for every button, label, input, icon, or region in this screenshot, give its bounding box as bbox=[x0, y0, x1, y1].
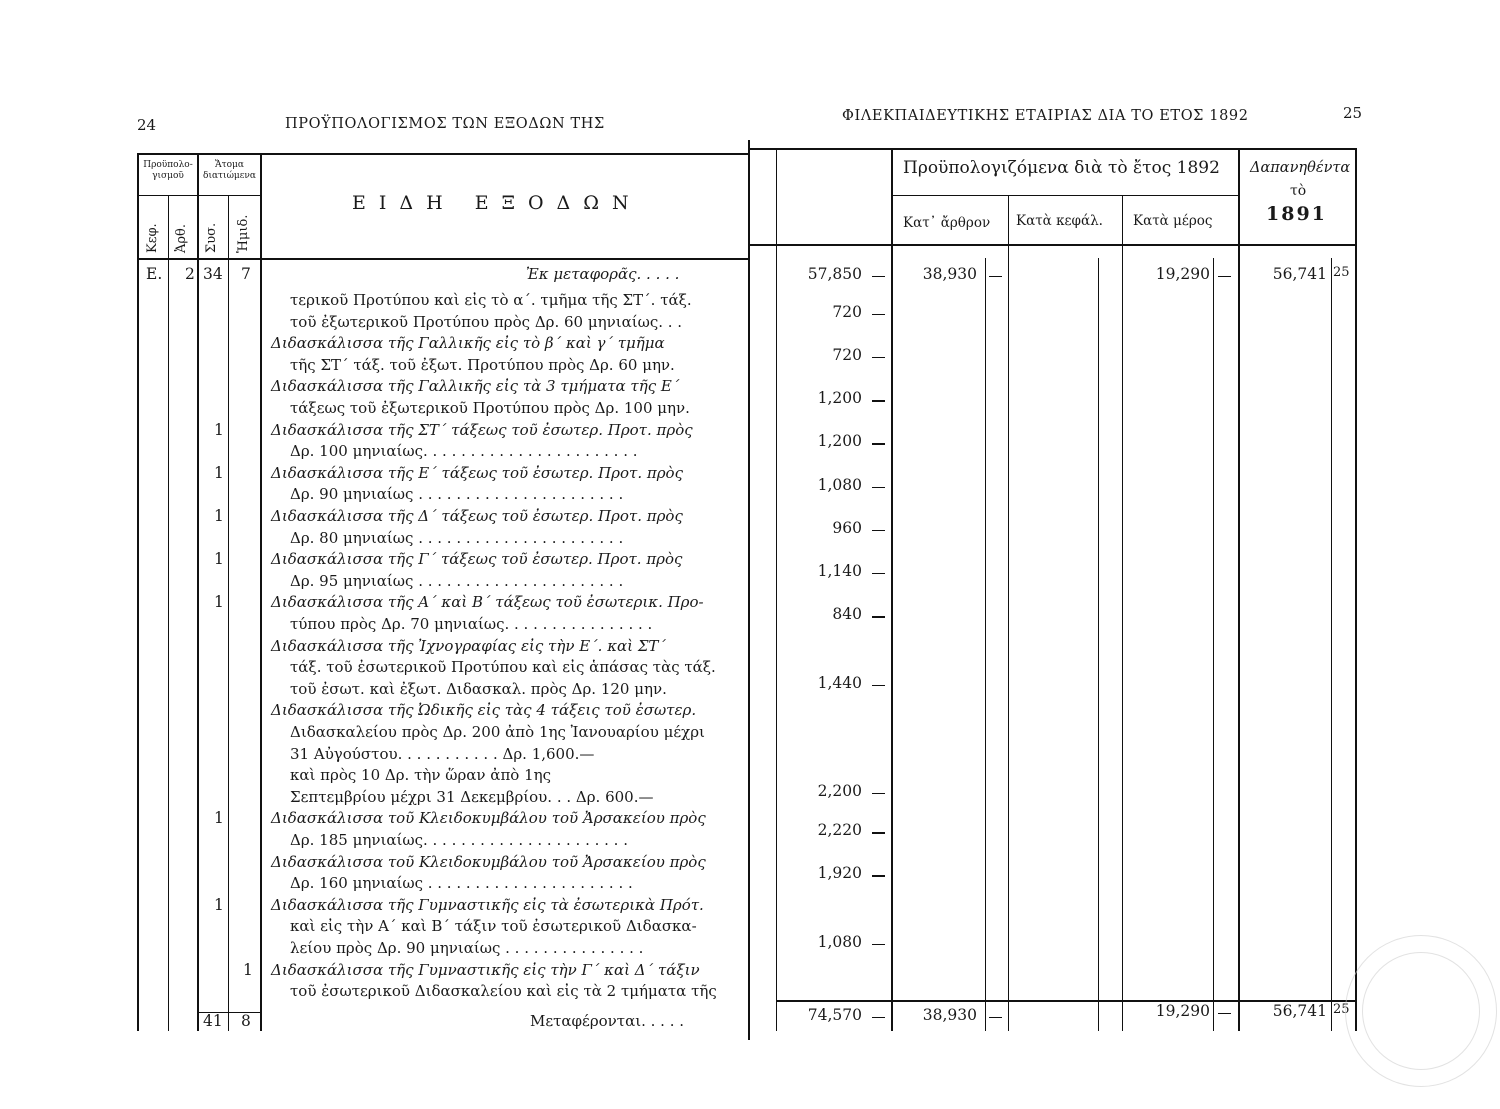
expense-description-line: Διδασκάλισσα τῆς Ὠδικῆς εἰς τὰς 4 τάξεις τοῦ ἐσωτερ. bbox=[271, 701, 697, 720]
expense-description-line: τερικοῦ Προτύπου καὶ εἰς τὸ α΄. τμῆμα τῆς ΣΤ΄. τάξ. bbox=[290, 291, 692, 309]
expense-amount: 2,200 bbox=[817, 781, 862, 800]
amount-dash bbox=[872, 400, 885, 401]
spent-year-header: 1891 bbox=[1266, 203, 1327, 225]
expense-sys-count: 1 bbox=[214, 550, 224, 569]
expense-amount: 960 bbox=[832, 518, 862, 537]
expense-description-line: Δρ. 185 μηνιαίως. . . . . . . . . . . . . . . . . . . . . . bbox=[290, 831, 628, 849]
expense-description-line: Διδασκάλισσα τοῦ Κλειδοκυμβάλου τοῦ Ἀρσακείου πρὸς bbox=[271, 852, 706, 871]
amount-dash bbox=[872, 1017, 885, 1018]
carried-in-arth: 2 bbox=[185, 265, 195, 283]
carried-in-label: Ἐκ μεταφορᾶς. . . . . bbox=[526, 265, 680, 283]
library-seal-inner-ring bbox=[1362, 952, 1480, 1070]
expense-description-line: τῆς ΣΤ΄ τάξ. τοῦ ἐξωτ. Προτύπου πρὸς Δρ. 60 μην. bbox=[290, 355, 675, 374]
budgeted-1892-header: Προϋπολογιζόμενα διὰ τὸ ἔτος 1892 bbox=[903, 158, 1220, 178]
left-running-title: ΠΡΟΫΠΟΛΟΓΙΣΜΟΣ ΤΩΝ ΕΞΟΔΩΝ ΤΗΣ bbox=[285, 116, 605, 132]
right-page-number: 25 bbox=[1343, 104, 1363, 122]
carried-out-hmid: 8 bbox=[241, 1012, 251, 1030]
expense-description-line: Διδασκάλισσα τῆς Α΄ καὶ Β΄ τάξεως τοῦ ἐσωτερικ. Προ- bbox=[271, 593, 704, 612]
amount-dash bbox=[872, 573, 885, 574]
carried-out-label: Μεταφέρονται. . . . . bbox=[530, 1012, 685, 1030]
expense-description-line: Δρ. 90 μηνιαίως . . . . . . . . . . . . . . . . . . . . . . bbox=[290, 485, 624, 504]
carried-out-by-part: 19,290 bbox=[1155, 1002, 1210, 1020]
expense-sys-count: 1 bbox=[214, 463, 224, 482]
col-sys-header: Συσ. bbox=[204, 222, 219, 253]
expense-amount: 840 bbox=[832, 605, 862, 624]
by-chapter-header: Κατὰ κεφάλ. bbox=[1016, 213, 1103, 229]
by-part-header: Κατὰ μέρος bbox=[1133, 213, 1213, 229]
amount-dash bbox=[1218, 1013, 1231, 1014]
by-article-header: Κατ᾽ ἄρθρον bbox=[903, 215, 991, 231]
left-page-number: 24 bbox=[137, 116, 157, 134]
carried-in-spent: 56,741 bbox=[1272, 265, 1327, 283]
amount-dash bbox=[872, 357, 885, 358]
carried-out-sys: 41 bbox=[203, 1012, 223, 1030]
amount-dash bbox=[872, 487, 885, 488]
expense-amount: 1,200 bbox=[817, 389, 862, 408]
col-hmid-header: Ἡμιδ. bbox=[236, 214, 251, 253]
spent-header: Δαπανηθέντα bbox=[1250, 160, 1351, 176]
amount-dash bbox=[872, 616, 885, 617]
expense-amount: 1,080 bbox=[817, 933, 862, 951]
expense-description-line: Διδασκάλισσα τῆς ΣΤ΄ τάξεως τοῦ ἐσωτερ. Προτ. πρὸς bbox=[271, 420, 693, 439]
amount-dash bbox=[872, 793, 885, 794]
expense-description-line: Δρ. 80 μηνιαίως . . . . . . . . . . . . . . . . . . . . . . bbox=[290, 528, 624, 547]
expense-amount: 1,440 bbox=[817, 673, 862, 692]
expense-description-line: Διδασκάλισσα τῆς Γαλλικῆς εἰς τὸ β΄ καὶ γ΄ τμῆμα bbox=[271, 334, 665, 353]
expense-amount: 720 bbox=[832, 346, 862, 364]
expense-description-line: τοῦ ἐσωτ. καὶ ἐξωτ. Διδασκαλ. πρὸς Δρ. 120 μην. bbox=[290, 679, 667, 698]
expense-description-line: τοῦ ἐξωτερικοῦ Προτύπου πρὸς Δρ. 60 μηνιαίως. . . bbox=[290, 312, 683, 331]
expense-amount: 1,200 bbox=[817, 432, 862, 451]
carried-in-sys: 34 bbox=[203, 265, 223, 283]
expense-sys-count: 1 bbox=[214, 507, 224, 525]
budget-group-header: Προϋπολο- γισμοῦ bbox=[143, 160, 193, 181]
expense-description-line: τύπου πρὸς Δρ. 70 μηνιαίως. . . . . . . . . . . . . . . . bbox=[290, 615, 653, 633]
right-running-title: ΦΙΛΕΚΠΑΙΔΕΥΤΙΚΗΣ ΕΤΑΙΡΙΑΣ ΔΙΑ ΤΟ ΕΤΟΣ 1892 bbox=[842, 108, 1249, 124]
carried-in-hmid: 7 bbox=[241, 265, 251, 283]
col-kef-header: Κεφ. bbox=[145, 223, 160, 253]
expense-description-line: Διδασκάλισσα τῆς Ἰχνογραφίας εἰς τὴν Ε΄. καὶ ΣΤ΄ bbox=[271, 636, 666, 655]
expense-sys-count: 1 bbox=[214, 809, 224, 828]
expense-description-line: Δρ. 100 μηνιαίως. . . . . . . . . . . . . . . . . . . . . . . bbox=[290, 442, 638, 461]
expense-amount: 1,140 bbox=[817, 562, 862, 580]
expense-description-line: Διδασκάλισσα τῆς Γαλλικῆς εἰς τὰ 3 τμήματα τῆς Ε΄ bbox=[271, 377, 680, 396]
spent-to-header: τὸ bbox=[1290, 183, 1307, 199]
carried-out-by-article: 38,930 bbox=[922, 1006, 977, 1024]
expense-description-line: Δρ. 160 μηνιαίως . . . . . . . . . . . . . . . . . . . . . . bbox=[290, 874, 633, 893]
amount-dash bbox=[872, 314, 885, 315]
carried-in-by-part: 19,290 bbox=[1155, 265, 1210, 283]
carried-in-kef: Ε. bbox=[146, 265, 163, 283]
expense-sys-count: 1 bbox=[214, 593, 224, 612]
amount-dash bbox=[989, 276, 1002, 277]
carried-in-spent-cents: 25 bbox=[1333, 265, 1350, 280]
expense-description-line: 31 Αὐγούστου. . . . . . . . . . . Δρ. 1,600.— bbox=[290, 744, 595, 763]
carried-in-by-article: 38,930 bbox=[922, 265, 977, 283]
expense-description-line: λείου πρὸς Δρ. 90 μηνιαίως . . . . . . . . . . . . . . . bbox=[290, 939, 644, 957]
expense-sys-count: 1 bbox=[214, 420, 224, 439]
expense-description-line: Διδασκάλισσα τοῦ Κλειδοκυμβάλου τοῦ Ἀρσακείου πρὸς bbox=[271, 809, 706, 828]
expense-description-line: Διδασκαλείου πρὸς Δρ. 200 ἀπὸ 1ης Ἰανουαρίου μέχρι bbox=[290, 723, 705, 741]
expense-description-line: Σεπτεμβρίου μέχρι 31 Δεκεμβρίου. . . Δρ. 600.— bbox=[290, 787, 654, 806]
expense-amount: 720 bbox=[832, 302, 862, 321]
amount-dash bbox=[872, 685, 885, 686]
carried-in-amount: 57,850 bbox=[807, 265, 862, 283]
expense-description-line: τάξεως τοῦ ἐξωτερικοῦ Προτύπου πρὸς Δρ. 100 μην. bbox=[290, 399, 690, 417]
expense-description-line: τοῦ ἐσωτερικοῦ Διδασκαλείου καὶ εἰς τὰ 2 τμήματα τῆς bbox=[290, 982, 717, 1001]
amount-dash bbox=[872, 875, 885, 876]
col-arth-header: Ἀρθ. bbox=[174, 224, 189, 253]
expense-amount: 1,920 bbox=[817, 864, 862, 883]
carried-out-spent: 56,741 bbox=[1272, 1002, 1327, 1020]
amount-dash bbox=[872, 944, 885, 945]
table-title: ΕΙΔΗ ΕΞΟΔΩΝ bbox=[352, 192, 642, 214]
expense-amount: 1,080 bbox=[817, 475, 862, 494]
expense-description-line: Διδασκάλισσα τῆς Δ΄ τάξεως τοῦ ἐσωτερ. Προτ. πρὸς bbox=[271, 507, 683, 525]
expense-amount: 2,220 bbox=[817, 821, 862, 840]
expense-description-line: καὶ πρὸς 10 Δρ. τὴν ὥραν ἀπὸ 1ης bbox=[290, 766, 552, 785]
amount-dash bbox=[1218, 276, 1231, 277]
expense-description-line: καὶ εἰς τὴν Α΄ καὶ Β΄ τάξιν τοῦ ἐσωτερικοῦ Διδασκα- bbox=[290, 917, 697, 936]
carried-out-amount: 74,570 bbox=[807, 1006, 862, 1024]
expense-description-line: Δρ. 95 μηνιαίως . . . . . . . . . . . . . . . . . . . . . . bbox=[290, 571, 624, 590]
expense-description-line: Διδασκάλισσα τῆς Γυμναστικῆς εἰς τὰ ἐσωτερικὰ Πρότ. bbox=[271, 895, 704, 914]
amount-dash bbox=[872, 832, 885, 833]
expense-description-line: Διδασκάλισσα τῆς Ε΄ τάξεως τοῦ ἐσωτερ. Προτ. πρὸς bbox=[271, 463, 683, 482]
expense-description-line: Διδασκάλισσα τῆς Γυμναστικῆς εἰς τὴν Γ΄ καὶ Δ΄ τάξιν bbox=[271, 960, 700, 979]
expense-sys-count: 1 bbox=[214, 895, 224, 914]
amount-dash bbox=[872, 530, 885, 531]
persons-group-header: Ἄτομα διατιώμενα bbox=[203, 160, 256, 181]
amount-dash bbox=[872, 276, 885, 277]
expense-description-line: Διδασκάλισσα τῆς Γ΄ τάξεως τοῦ ἐσωτερ. Προτ. πρὸς bbox=[271, 550, 683, 569]
expense-description-line: τάξ. τοῦ ἐσωτερικοῦ Προτύπου καὶ εἰς ἁπάσας τὰς τάξ. bbox=[290, 658, 716, 677]
amount-dash bbox=[989, 1017, 1002, 1018]
carried-out-spent-cents: 25 bbox=[1333, 1002, 1350, 1017]
expense-hmid-count: 1 bbox=[243, 960, 253, 979]
amount-dash bbox=[872, 443, 885, 444]
